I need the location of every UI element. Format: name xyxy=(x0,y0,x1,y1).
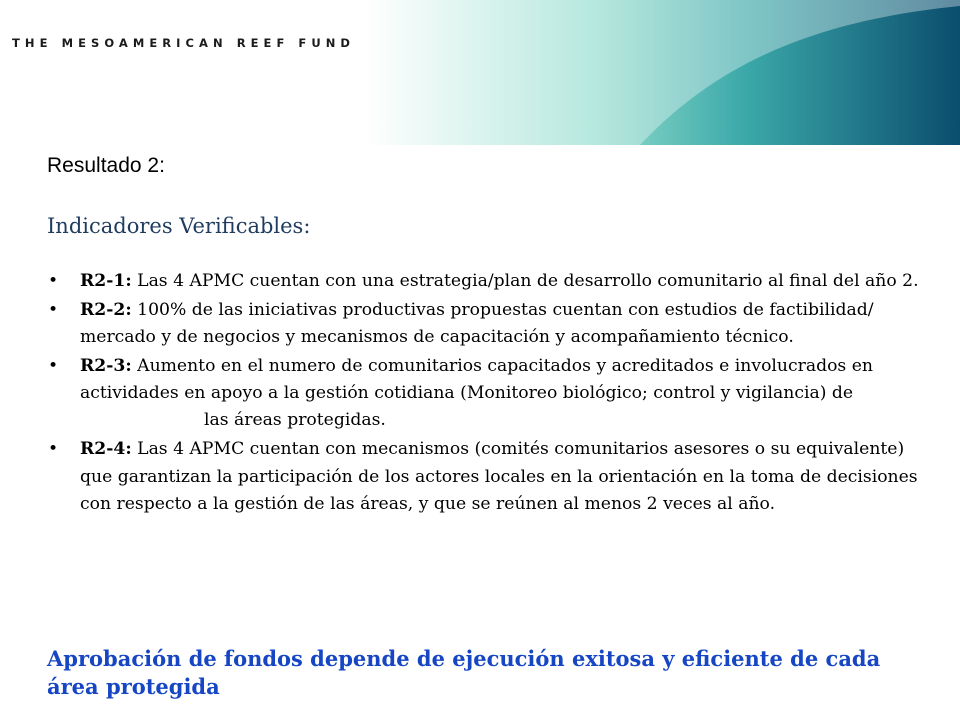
list-item xyxy=(47,436,927,518)
section-title: Resultado 2: xyxy=(47,154,165,177)
gradient-wave-graphic xyxy=(0,0,960,145)
indicator-list xyxy=(47,268,927,520)
indicator-text: Las 4 APMC cuentan con mecanismos (comités comunitarios asesores o su equivalente) que garantizan la participación de los actores locales en la orientación en la toma de decisiones con respecto a la gestión de las áreas, y que se reúnen al menos 2 veces al año. xyxy=(80,439,918,514)
bullet-icon: • xyxy=(48,355,59,376)
indicator-text: 100% de las iniciativas productivas propuestas cuentan con estudios de factibilidad/ mercado y de negocios y mecanismos de capacitación y acompañamiento técnico. xyxy=(80,299,874,348)
bullet-icon: • xyxy=(48,439,59,460)
indicator-text: Aumento en el numero de comunitarios capacitados y acreditados e involucrados en actividades en apoyo a la gestión cotidiana (Monitoreo biológico; control y vigilancia) de xyxy=(80,355,873,404)
indicator-code: R2-1: xyxy=(80,271,132,291)
header-banner xyxy=(0,0,960,145)
indicator-text: Las 4 APMC cuentan con una estrategia/plan de desarrollo comunitario al final del año 2. xyxy=(131,271,919,291)
indicator-code: R2-4: xyxy=(80,439,132,460)
indicator-code: R2-2: xyxy=(80,299,132,320)
org-name: THE MESOAMERICAN REEF FUND xyxy=(12,36,356,50)
funding-note: Aprobación de fondos depende de ejecución exitosa y eficiente de cada área protegida xyxy=(47,646,881,699)
list-item xyxy=(47,268,927,295)
bullet-icon: • xyxy=(48,299,59,320)
bullet-icon: • xyxy=(48,271,59,291)
indicators-heading: Indicadores Verificables: xyxy=(47,214,311,238)
indicator-text-end: las áreas protegidas. xyxy=(204,410,386,431)
list-item xyxy=(47,297,927,352)
indicator-code: R2-3: xyxy=(80,355,132,376)
list-item xyxy=(47,353,927,435)
